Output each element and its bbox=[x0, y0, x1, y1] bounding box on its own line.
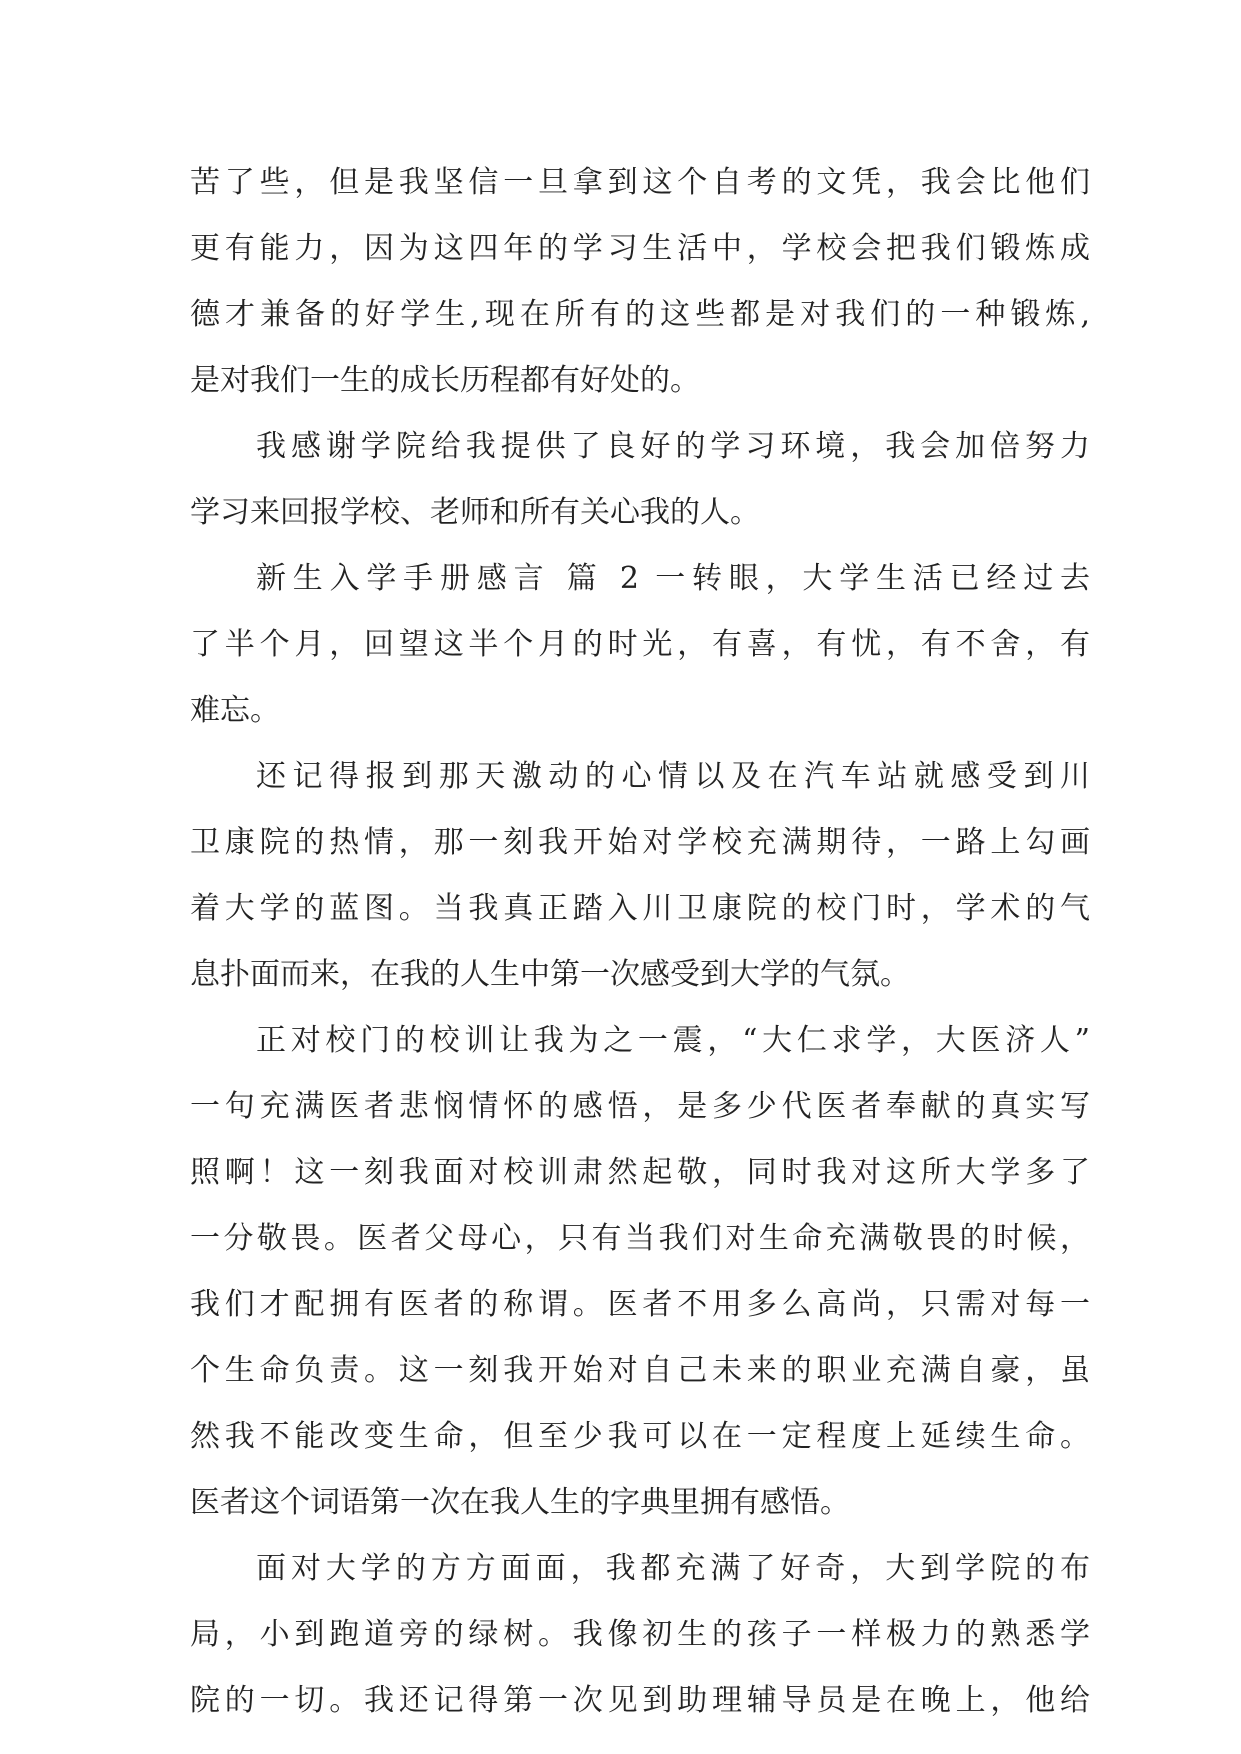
text-line: 然我不能改变生命，但至少我可以在一定程度上延续生命。 bbox=[190, 1419, 1090, 1454]
text-line: 德才兼备的好学生,现在所有的这些都是对我们的一种锻炼, bbox=[190, 297, 1090, 332]
text-line: 我感谢学院给我提供了良好的学习环境，我会加倍努力 bbox=[256, 429, 1090, 464]
text-line: 更有能力，因为这四年的学习生活中，学校会把我们锻炼成 bbox=[190, 231, 1090, 266]
text-line: 个生命负责。这一刻我开始对自己未来的职业充满自豪，虽 bbox=[190, 1353, 1090, 1388]
text-line: 局，小到跑道旁的绿树。我像初生的孩子一样极力的熟悉学 bbox=[190, 1617, 1090, 1652]
text-line: 我们才配拥有医者的称谓。医者不用多么高尚，只需对每一 bbox=[190, 1287, 1090, 1322]
text-line: 卫康院的热情，那一刻我开始对学校充满期待，一路上勾画 bbox=[190, 825, 1090, 860]
text-line: 正对校门的校训让我为之一震，“大仁求学，大医济人” bbox=[256, 1023, 1090, 1058]
text-line: 息扑面而来，在我的人生中第一次感受到大学的气氛。 bbox=[190, 957, 910, 992]
text-line: 难忘。 bbox=[190, 693, 280, 728]
text-line: 面对大学的方方面面，我都充满了好奇，大到学院的布 bbox=[256, 1551, 1090, 1586]
text-line: 还记得报到那天激动的心情以及在汽车站就感受到川 bbox=[256, 759, 1090, 794]
text-line: 了半个月，回望这半个月的时光，有喜，有忧，有不舍，有 bbox=[190, 627, 1090, 662]
text-line: 是对我们一生的成长历程都有好处的。 bbox=[190, 363, 700, 398]
text-line: 一分敬畏。医者父母心，只有当我们对生命充满敬畏的时候， bbox=[190, 1221, 1090, 1256]
text-line: 学习来回报学校、老师和所有关心我的人。 bbox=[190, 495, 760, 530]
text-line: 照啊！这一刻我面对校训肃然起敬，同时我对这所大学多了 bbox=[190, 1155, 1090, 1190]
section-heading-line: 新生入学手册感言 篇 2 一转眼，大学生活已经过去 bbox=[256, 561, 1090, 596]
body-text bbox=[190, 150, 1090, 1734]
text-line: 着大学的蓝图。当我真正踏入川卫康院的校门时，学术的气 bbox=[190, 891, 1090, 926]
text-line: 苦了些，但是我坚信一旦拿到这个自考的文凭，我会比他们 bbox=[190, 165, 1090, 200]
text-line: 一句充满医者悲悯情怀的感悟，是多少代医者奉献的真实写 bbox=[190, 1089, 1090, 1124]
text-line: 院的一切。我还记得第一次见到助理辅导员是在晚上，他给 bbox=[190, 1683, 1090, 1718]
text-line: 医者这个词语第一次在我人生的字典里拥有感悟。 bbox=[190, 1485, 850, 1520]
